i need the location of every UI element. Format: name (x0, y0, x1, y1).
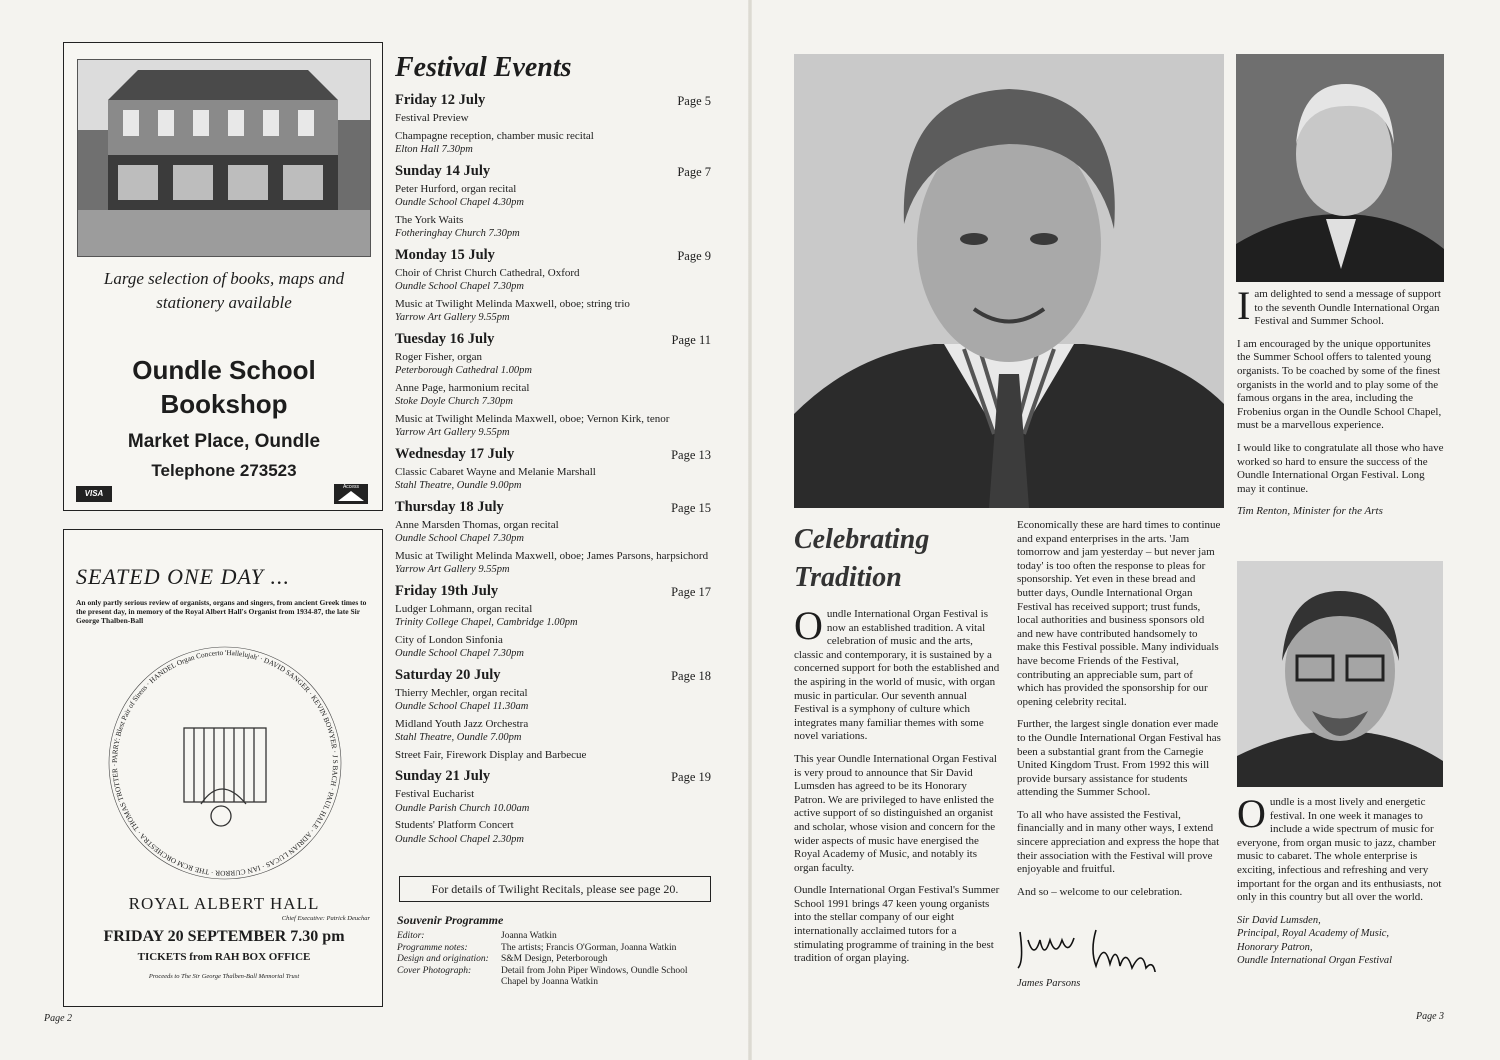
event-day-title: Tuesday 16 July (395, 330, 495, 347)
article-col1-p1-text: undle International Organ Festival is now an established tradition. A vital celebration of music and the arts, classic and contemporary, it is sustained by a concerned support for both the established and the aspiring in the world of music, with organ music in particular. Our seventh annual Festival is a symphony of culture which integrates many familiar themes with some novel variations. (794, 608, 1000, 743)
article-col2-p1: Economically these are hard times to continue and expand enterprises in the arts. 'Jam tomorrow and jam yesterday – but never jam today' is too often the response to pleas for sponsorship. Yet even in these bread and butter days, Oundle International Organ Festival has received support; trust funds, local authorities and business sponsors old and new have contributed handsomely to make this Festival possible. Many individuals have become Friends of the Festival, contributing an appreciable sum, part of which has provided the sponsorship for our opening celebrity recital. (1017, 519, 1221, 708)
lumsden-attr-3: Honorary Patron, (1237, 941, 1313, 953)
event-item: The York Waits (395, 213, 464, 226)
event-venue: Stahl Theatre, Oundle 9.00pm (395, 480, 522, 491)
event-venue: Stahl Theatre, Oundle 7.00pm (395, 732, 522, 743)
event-item: Champagne reception, chamber music recital (395, 129, 594, 142)
event-item: Classic Cabaret Wayne and Melanie Marshall (395, 465, 596, 478)
event-day-page: Page 15 (671, 500, 711, 515)
bookshop-photo (77, 59, 371, 257)
event-day-block (395, 163, 711, 241)
event-day-block (395, 499, 711, 577)
portrait-david-lumsden (1237, 561, 1443, 787)
event-item: Peter Hurford, organ recital (395, 182, 517, 195)
bookshop-phone: Telephone 273523 (151, 461, 297, 480)
article-col3-p1 (1237, 283, 1445, 329)
event-venue: Oundle School Chapel 4.30pm (395, 197, 524, 208)
event-day-title: Monday 15 July (395, 246, 495, 263)
bookshop-address: Market Place, Oundle (127, 431, 321, 452)
event-day-block (395, 446, 711, 493)
event-item: City of London Sinfonia (395, 633, 503, 646)
article-column-3 (1237, 283, 1445, 528)
souvenir-heading: Souvenir Programme (397, 913, 504, 927)
article-col1-p3: Oundle International Organ Festival's Summer School 1991 brings 47 keen young organists into the stellar company of our eight internationally acclaimed tutors for a stimulating programme of training in the best tradition of organ playing. (794, 884, 1000, 965)
dropcap-i: I (1237, 283, 1251, 328)
event-item: Festival Preview (395, 112, 469, 124)
rah-tickets: TICKETS from RAH BOX OFFICE (137, 951, 311, 963)
events-heading: Festival Events (395, 52, 572, 83)
article-heading-line1: Celebrating (794, 524, 930, 555)
twilight-note-box (399, 876, 711, 902)
event-item: Thierry Mechler, organ recital (395, 686, 528, 699)
credit-key: Cover Photograph: (397, 965, 472, 976)
event-day-title: Friday 19th July (395, 582, 499, 599)
souvenir-list (397, 931, 717, 989)
page-fold (748, 0, 752, 1060)
rah-date: FRIDAY 20 SEPTEMBER 7.30 pm (103, 928, 345, 945)
event-venue: Oundle School Chapel 7.30pm (395, 648, 524, 659)
event-item: Ludger Lohmann, organ recital (395, 602, 533, 615)
event-venue: Oundle School Chapel 2.30pm (395, 833, 524, 845)
rah-intro: An only partly serious review of organists, organs and singers, from ancient Greek times to the present day, in memory of the Royal Albert Hall's Organist from 1934-87, the late Sir George Thalben-Ball (76, 598, 367, 625)
article-col3-p3: I would like to congratulate all those who have worked so hard to ensure the success of the Oundle International Organ Festival. Long may it continue. (1237, 441, 1444, 495)
event-day-page: Page 19 (671, 770, 711, 784)
signer-name: James Parsons (1017, 978, 1081, 989)
credit-row (397, 966, 717, 989)
event-day-block (395, 331, 711, 440)
portrait-tim-renton (1236, 54, 1444, 282)
event-day-page: Page 17 (671, 584, 711, 599)
twilight-note: For details of Twilight Recitals, please see page 20. (431, 882, 679, 896)
event-day-page: Page 5 (677, 94, 711, 108)
article-column-1 (794, 603, 1000, 975)
article-col2-p4: And so – welcome to our celebration. (1017, 885, 1183, 898)
article-col1-p1 (794, 603, 1000, 744)
event-day-title: Sunday 14 July (395, 162, 491, 179)
event-day-title: Friday 12 July (395, 92, 486, 108)
event-day-title: Sunday 21 July (395, 768, 491, 784)
event-item: Music at Twilight Melinda Maxwell, oboe; Vernon Kirk, tenor (395, 412, 670, 425)
article-col3-p2: I am encouraged by the unique opportunites the Summer School offers to talented young organists. To be coached by some of the finest organists in the world and to play some of the famous organs in the area, including the Frobenius organ in the Oundle School Chapel, must be a marvellous experience. (1237, 337, 1442, 432)
credit-row (397, 943, 717, 955)
rah-title: SEATED ONE DAY ... (76, 564, 290, 589)
lumsden-quote-text (1237, 791, 1445, 905)
credit-value: Detail from John Piper Windows, Oundle School Chapel by Joanna Watkin (501, 965, 688, 987)
rah-proceeds: Proceeds to The Sir George Thalben-Ball Memorial Trust (148, 973, 300, 980)
article-column-2 (1017, 519, 1222, 908)
lumsden-attr-1: Sir David Lumsden, (1237, 914, 1321, 926)
rah-circle (106, 644, 344, 882)
event-day-block (395, 92, 711, 157)
bookshop-name-2: Bookshop (160, 389, 288, 419)
event-venue: Oundle School Chapel 11.30am (395, 701, 529, 712)
event-item: Music at Twilight Melinda Maxwell, oboe; James Parsons, harpsichord (395, 549, 709, 562)
rah-ring-text: PARRY: Blest Pair of Sirens · HANDEL Organ Concerto 'Hallelujah' · DAVID SANGER · KEVIN BOWYER · J S BACH · PAUL HALE · ADRIAN LUCAS · IAN CURROR · THE RCM ORCHESTRA · THOMAS TROTTER · (109, 647, 341, 879)
access-label: Access (342, 484, 360, 490)
bookshop-tagline: Large selection of books, maps and stationery available (103, 269, 345, 312)
credit-row (397, 931, 717, 943)
event-day-page: Page 7 (677, 164, 711, 179)
event-venue: Oundle School Chapel 7.30pm (395, 281, 524, 292)
event-venue: Elton Hall 7.30pm (395, 144, 473, 155)
access-logo (334, 484, 368, 504)
credit-key: Programme notes: (397, 942, 468, 953)
event-venue: Stoke Doyle Church 7.30pm (395, 396, 514, 407)
event-item: Midland Youth Jazz Orchestra (395, 717, 529, 730)
credit-key: Editor: (397, 931, 425, 941)
article-col2-p3: To all who have assisted the Festival, financially and in many other ways, I extend sincere appreciation and express the hope that their association with the Festival will prove enjoyable and fruitful. (1017, 808, 1220, 876)
event-day-title: Saturday 20 July (395, 666, 501, 683)
article-col3-p1-text: am delighted to send a message of support to the seventh Oundle International Organ Festival and Summer School. (1254, 288, 1441, 328)
rah-chief-exec: Chief Executive: Patrick Deuchar (281, 915, 370, 922)
event-day-block (395, 247, 711, 325)
event-venue: Yarrow Art Gallery 9.55pm (395, 312, 510, 323)
article-col2-p2: Further, the largest single donation ever made to the Oundle International Organ Festival has been a substantial grant from the Carnegie United Kingdom Trust. From 1992 this will provide bursary assistance for students attending the Summer School. (1017, 718, 1221, 799)
page-number-left: Page 2 (44, 1013, 73, 1024)
portrait-james-parsons (794, 54, 1224, 508)
visa-logo: VISA (76, 486, 112, 502)
event-day-block (395, 667, 711, 763)
dropcap-o-2: O (1237, 791, 1266, 836)
events-list (395, 92, 711, 852)
dropcap-o: O (794, 603, 823, 648)
event-venue: Oundle Parish Church 10.00am (395, 802, 530, 814)
event-item: Choir of Christ Church Cathedral, Oxford (395, 266, 580, 279)
event-venue: Peterborough Cathedral 1.00pm (395, 365, 532, 376)
event-item: Festival Eucharist (395, 788, 475, 800)
event-day-title: Wednesday 17 July (395, 445, 515, 462)
lumsden-attr-4: Oundle International Organ Festival (1237, 955, 1393, 967)
lumsden-attribution (1237, 914, 1445, 968)
lumsden-quote-body: undle is a most lively and energetic festival. In one week it manages to include a wide spectrum of music for everyone, from organ music to jazz, chamber music to cabaret. The whole enterprise is exciting, infectious and refreshing and very important for the organ and its enthusiasts, not only in this country but all over the world. (1237, 796, 1442, 904)
event-venue: Fotheringhay Church 7.30pm (395, 228, 520, 239)
event-item: Students' Platform Concert (395, 819, 514, 831)
event-venue: Trinity College Chapel, Cambridge 1.00pm (395, 617, 578, 628)
event-venue: Oundle School Chapel 7.30pm (395, 533, 524, 544)
event-day-page: Page 9 (677, 248, 711, 263)
event-day-title: Thursday 18 July (395, 498, 504, 515)
event-item: Street Fair, Firework Display and Barbecue (395, 748, 587, 761)
event-day-block (395, 583, 711, 661)
event-item: Anne Marsden Thomas, organ recital (395, 518, 559, 531)
event-item: Anne Page, harmonium recital (395, 381, 530, 394)
bookshop-ad (63, 42, 383, 511)
event-venue: Yarrow Art Gallery 9.55pm (395, 427, 510, 438)
rah-ad (63, 529, 383, 1007)
article-col1-p2: This year Oundle International Organ Festival is very proud to announce that Sir David Lumsden has agreed to be its Honorary Patron. We are privileged to have enlisted the active support of so distinguished an organist and scholar, whose vision and concern for the wider aspects of music have energised the Royal Academy of Music, and notably its organ faculty. (794, 752, 997, 874)
event-item: Music at Twilight Melinda Maxwell, oboe; string trio (395, 297, 630, 310)
bookshop-name-1: Oundle School (132, 355, 316, 385)
event-day-block (395, 768, 711, 846)
credit-value: S&M Design, Peterborough (501, 954, 608, 964)
event-day-page: Page 18 (671, 668, 711, 683)
rah-venue: ROYAL ALBERT HALL (128, 894, 320, 913)
lumsden-attr-2: Principal, Royal Academy of Music, (1237, 928, 1390, 940)
article-heading-line2: Tradition (794, 562, 902, 593)
event-venue: Yarrow Art Gallery 9.55pm (395, 564, 510, 575)
signature (1014, 922, 1194, 972)
article-col3-attribution: Tim Renton, Minister for the Arts (1237, 505, 1383, 518)
event-day-page: Page 13 (671, 447, 711, 462)
event-item: Roger Fisher, organ (395, 350, 483, 363)
credit-value: The artists; Francis O'Gorman, Joanna Watkin (501, 942, 677, 953)
event-day-page: Page 11 (671, 332, 711, 347)
credit-value: Joanna Watkin (501, 931, 557, 941)
credit-row (397, 954, 717, 966)
page-number-right: Page 3 (1416, 1011, 1445, 1022)
lumsden-quote (1237, 791, 1445, 968)
credit-key: Design and origination: (397, 954, 489, 964)
